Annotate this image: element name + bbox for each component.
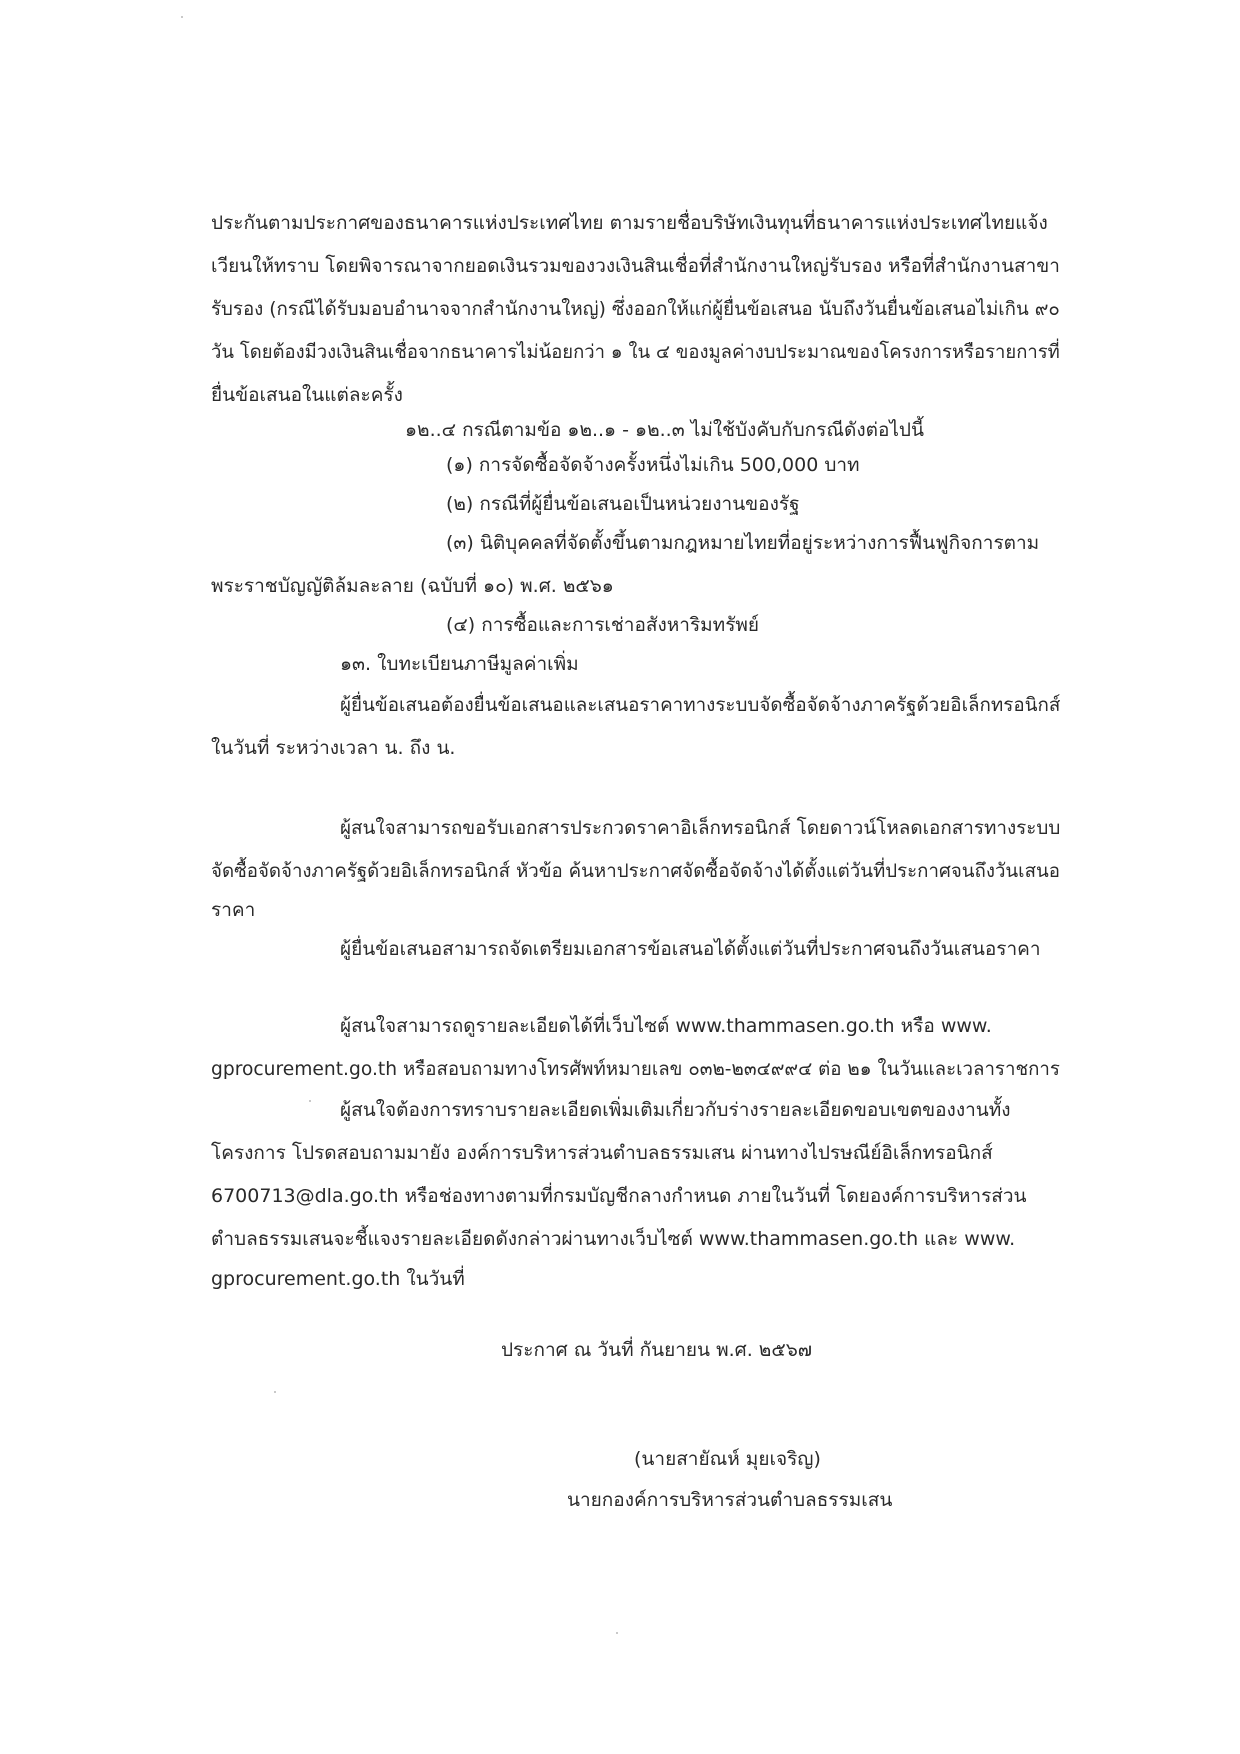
text-line: ผู้สนใจสามารถดูรายละเอียดได้ที่เว็บไซต์ www.thammasen.go.th หรือ www. xyxy=(340,1015,992,1037)
text-line: พระราชบัญญัติล้มละลาย (ฉบับที่ ๑๐) พ.ศ. ๒๕๖๑ xyxy=(211,575,614,597)
text-line: 6700713@dla.go.th หรือช่องทางตามที่กรมบัญชีกลางกำหนด ภายในวันที่ โดยองค์การบริหารส่วน xyxy=(211,1185,1027,1207)
text-line: ประกันตามประกาศของธนาคารแห่งประเทศไทย ตามรายชื่อบริษัทเงินทุนที่ธนาคารแห่งประเทศไทยแจ้ง xyxy=(211,212,1048,234)
list-item: (๒) กรณีที่ผู้ยื่นข้อเสนอเป็นหน่วยงานของรัฐ xyxy=(446,493,800,515)
signatory-title: นายกองค์การบริหารส่วนตำบลธรรมเสน xyxy=(567,1489,893,1511)
text-line: เวียนให้ทราบ โดยพิจารณาจากยอดเงินรวมของวงเงินสินเชื่อที่สำนักงานใหญ่รับรอง หรือที่สำนักงานสาขา xyxy=(211,255,1060,277)
section-heading: ๑๒..๔ กรณีตามข้อ ๑๒..๑ - ๑๒..๓ ไม่ใช้บังคับกับกรณีดังต่อไปนี้ xyxy=(405,419,924,441)
text-line: ผู้สนใจสามารถขอรับเอกสารประกวดราคาอิเล็กทรอนิกส์ โดยดาวน์โหลดเอกสารทางระบบ xyxy=(340,817,1061,839)
scan-speck xyxy=(309,1100,311,1102)
text-line: ตำบลธรรมเสนจะชี้แจงรายละเอียดดังกล่าวผ่านทางเว็บไซต์ www.thammasen.go.th และ www. xyxy=(211,1228,1016,1250)
scan-speck xyxy=(274,1391,276,1393)
list-item: (๓) นิติบุคคลที่จัดตั้งขึ้นตามกฎหมายไทยที่อยู่ระหว่างการฟื้นฟูกิจการตาม xyxy=(446,532,1040,554)
text-line: gprocurement.go.th ในวันที่ xyxy=(211,1268,465,1290)
text-line: gprocurement.go.th หรือสอบถามทางโทรศัพท์หมายเลข ๐๓๒-๒๓๔๙๙๔ ต่อ ๒๑ ในวันและเวลาราชการ xyxy=(211,1058,1060,1080)
scan-speck xyxy=(181,16,183,18)
text-line: ผู้ยื่นข้อเสนอสามารถจัดเตรียมเอกสารข้อเสนอได้ตั้งแต่วันที่ประกาศจนถึงวันเสนอราคา xyxy=(340,938,1041,960)
text-line: จัดซื้อจัดจ้างภาครัฐด้วยอิเล็กทรอนิกส์ หัวข้อ ค้นหาประกาศจัดซื้อจัดจ้างได้ตั้งแต่วันที่ประกาศจนถึงวันเสนอ xyxy=(211,860,1060,882)
list-item: (๑) การจัดซื้อจัดจ้างครั้งหนึ่งไม่เกิน 500,000 บาท xyxy=(446,454,860,476)
scan-speck xyxy=(616,1632,618,1634)
signatory-name: (นายสายัณห์ มุยเจริญ) xyxy=(634,1448,821,1470)
text-line: ผู้ยื่นข้อเสนอต้องยื่นข้อเสนอและเสนอราคาทางระบบจัดซื้อจัดจ้างภาครัฐด้วยอิเล็กทรอนิกส์ xyxy=(340,694,1061,716)
text-line: ราคา xyxy=(211,899,256,921)
text-line: ยื่นข้อเสนอในแต่ละครั้ง xyxy=(211,384,403,406)
section-heading: ๑๓. ใบทะเบียนภาษีมูลค่าเพิ่ม xyxy=(340,653,579,675)
text-line: ในวันที่ ระหว่างเวลา น. ถึง น. xyxy=(211,737,456,759)
list-item: (๔) การซื้อและการเช่าอสังหาริมทรัพย์ xyxy=(446,614,760,636)
announcement-date: ประกาศ ณ วันที่ กันยายน พ.ศ. ๒๕๖๗ xyxy=(501,1339,813,1361)
text-line: โครงการ โปรดสอบถามมายัง องค์การบริหารส่วนตำบลธรรมเสน ผ่านทางไปรษณีย์อิเล็กทรอนิกส์ xyxy=(211,1142,993,1164)
text-line: วัน โดยต้องมีวงเงินสินเชื่อจากธนาคารไม่น้อยกว่า ๑ ใน ๔ ของมูลค่างบประมาณของโครงการหรือรายการที่ xyxy=(211,341,1060,363)
text-line: ผู้สนใจต้องการทราบรายละเอียดเพิ่มเติมเกี่ยวกับร่างรายละเอียดขอบเขตของงานทั้ง xyxy=(340,1099,1011,1121)
text-line: รับรอง (กรณีได้รับมอบอำนาจจากสำนักงานใหญ่) ซึ่งออกให้แก่ผู้ยื่นข้อเสนอ นับถึงวันยื่นข้อเสนอไม่เกิน ๙๐ xyxy=(211,298,1060,320)
